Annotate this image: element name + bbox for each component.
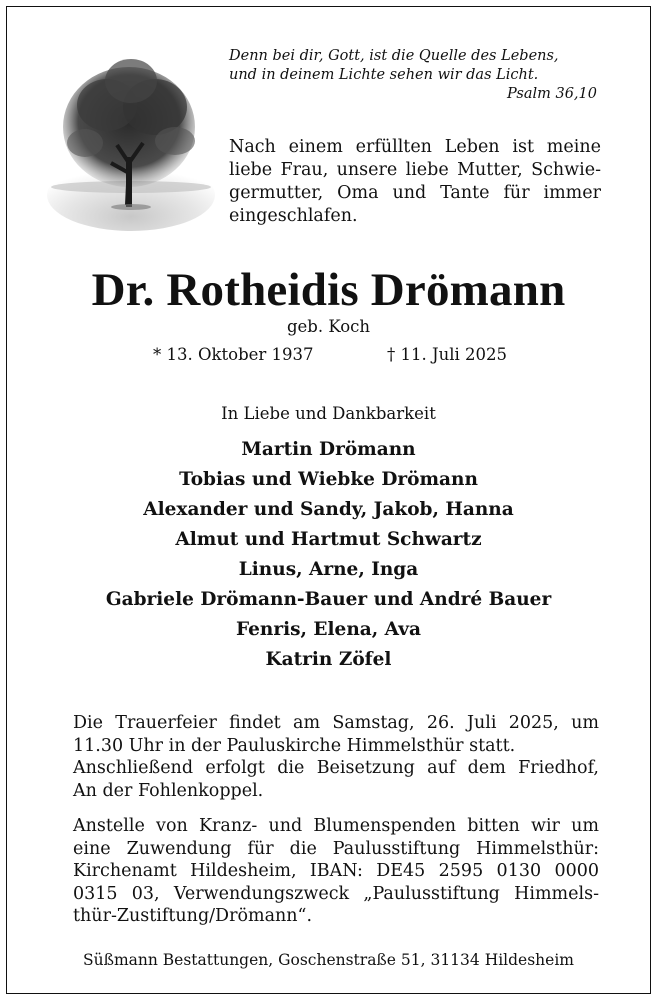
donation-line-5: thür-Zustiftung/Drömann“.: [73, 906, 313, 926]
funeral-line-1: Die Trauerfeier findet am Samstag, 26. Juli 2025, um: [73, 713, 599, 733]
mourner-line: Linus, Arne, Inga: [238, 559, 419, 580]
funeral-line-4: An der Fohlenkoppel.: [73, 780, 264, 801]
verse-reference: Psalm 36,10: [507, 86, 597, 102]
donation-info: [73, 815, 599, 928]
mourner-line: Almut und Hartmut Schwartz: [175, 529, 482, 550]
obituary-notice: [6, 6, 651, 994]
donation-line-3: Kirchenamt Hildesheim, IBAN: DE45 2595 0130 0000: [73, 861, 599, 881]
donation-line-4: 0315 03, Verwendungszweck „Paulusstiftung Himmels-: [73, 883, 599, 904]
undertaker-footer: Süßmann Bestattungen, Goschenstraße 51, 31134 Hildesheim: [82, 951, 574, 969]
maiden-name: geb. Koch: [286, 317, 371, 336]
donation-line-1: Anstelle von Kranz- und Blumenspenden bitten wir um: [73, 816, 599, 836]
mourner-line: Martin Drömann: [241, 439, 416, 460]
verse-line-2: und in deinem Lichte sehen wir das Licht.: [229, 67, 539, 83]
mourners-list: [7, 435, 650, 675]
intro-line-2: liebe Frau, unsere liebe Mutter, Schwie-: [229, 160, 601, 180]
mourner-line: Katrin Zöfel: [265, 649, 392, 670]
intro-line-4: eingeschlafen.: [229, 206, 358, 226]
deceased-name: Dr. Rotheidis Drömann: [91, 264, 566, 316]
mourner-line: Alexander und Sandy, Jakob, Hanna: [143, 499, 514, 520]
intro-text: [229, 136, 601, 228]
funeral-info: [73, 712, 599, 802]
mourner-line: Gabriele Drömann-Bauer und André Bauer: [105, 589, 552, 610]
tree-image: [47, 45, 215, 231]
donation-line-2: eine Zuwendung für die Paulusstiftung Himmelsthür:: [73, 838, 599, 859]
funeral-line-2: 11.30 Uhr in der Pauluskirche Himmelsthür statt.: [73, 735, 516, 756]
birth-date: * 13. Oktober 1937: [153, 345, 314, 364]
intro-line-1: Nach einem erfüllten Leben ist meine: [229, 137, 601, 157]
intro-line-3: germutter, Oma und Tante für immer: [229, 183, 601, 203]
thanks-line: In Liebe und Dankbarkeit: [221, 404, 436, 423]
funeral-line-3: Anschließend erfolgt die Beisetzung auf dem Friedhof,: [73, 758, 599, 778]
bible-verse: [229, 47, 597, 104]
mourner-line: Fenris, Elena, Ava: [236, 619, 421, 640]
verse-line-1: Denn bei dir, Gott, ist die Quelle des Lebens,: [229, 48, 559, 64]
mourner-line: Tobias und Wiebke Drömann: [179, 469, 478, 490]
death-date: † 11. Juli 2025: [387, 345, 508, 364]
